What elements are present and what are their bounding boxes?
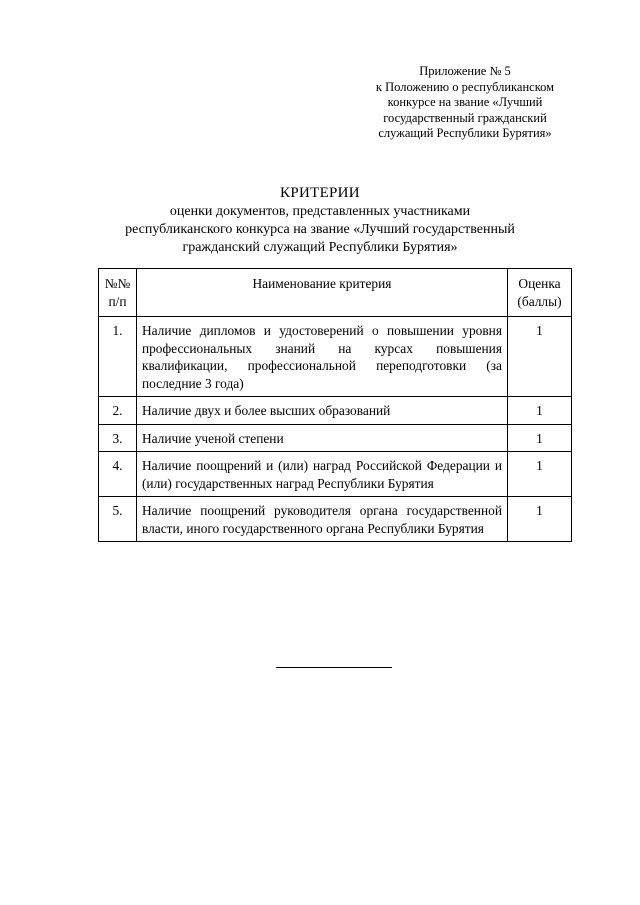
title-subline: гражданский служащий Республики Бурятия»: [182, 240, 458, 255]
row-criterion: Наличие двух и более высших образований: [136, 397, 507, 425]
title-heading: КРИТЕРИИ: [280, 185, 360, 201]
row-score: 1: [508, 424, 572, 452]
row-criterion: Наличие ученой степени: [136, 424, 507, 452]
criteria-table: [98, 268, 572, 542]
header-score-line2: (баллы): [517, 293, 562, 309]
header-criterion-label: Наименование критерия: [252, 276, 392, 291]
header-number: [99, 269, 137, 317]
appendix-line: Приложение № 5: [419, 64, 511, 78]
row-criterion: Наличие поощрений руководителя органа государственной власти, иного государственного органа Республики Бурятия: [136, 497, 507, 542]
table-row: [99, 397, 572, 425]
appendix-line: к Положению о республиканском: [375, 79, 555, 94]
header-score-line1: Оценка: [518, 276, 561, 291]
appendix-line: служащий Республики Бурятия»: [378, 126, 552, 140]
table-row: [99, 317, 572, 397]
row-score: 1: [508, 497, 572, 542]
appendix-line: конкурсе на звание «Лучший: [387, 95, 543, 109]
table-row: [99, 452, 572, 497]
row-score: 1: [508, 317, 572, 397]
title-subline: оценки документов, представленных участниками: [169, 204, 471, 219]
end-divider: [276, 667, 392, 668]
appendix-line: государственный гражданский: [383, 110, 547, 125]
row-criterion: Наличие поощрений и (или) наград Российской Федерации и (или) государственных наград Республики Бурятия: [136, 452, 507, 497]
row-score: 1: [508, 452, 572, 497]
row-number: 4.: [99, 452, 137, 497]
header-number-line2: п/п: [108, 293, 127, 309]
appendix-note: [340, 64, 590, 142]
header-number-line1: №№: [104, 276, 131, 291]
title-subline: республиканского конкурса на звание «Лучший государственный: [125, 222, 515, 237]
row-number: 3.: [99, 424, 137, 452]
row-number: 2.: [99, 397, 137, 425]
header-criterion-name: [136, 269, 507, 317]
table-row: [99, 497, 572, 542]
row-score: 1: [508, 397, 572, 425]
row-number: 5.: [99, 497, 137, 542]
row-criterion: Наличие дипломов и удостоверений о повышении уровня профессиональных знаний на курсах повышения квалификации, профессиональной переподготовки (за последние 3 года): [136, 317, 507, 397]
row-number: 1.: [99, 317, 137, 397]
header-score: [508, 269, 572, 317]
table-row: [99, 424, 572, 452]
table-header-row: [99, 269, 572, 317]
document-title: [80, 184, 560, 257]
